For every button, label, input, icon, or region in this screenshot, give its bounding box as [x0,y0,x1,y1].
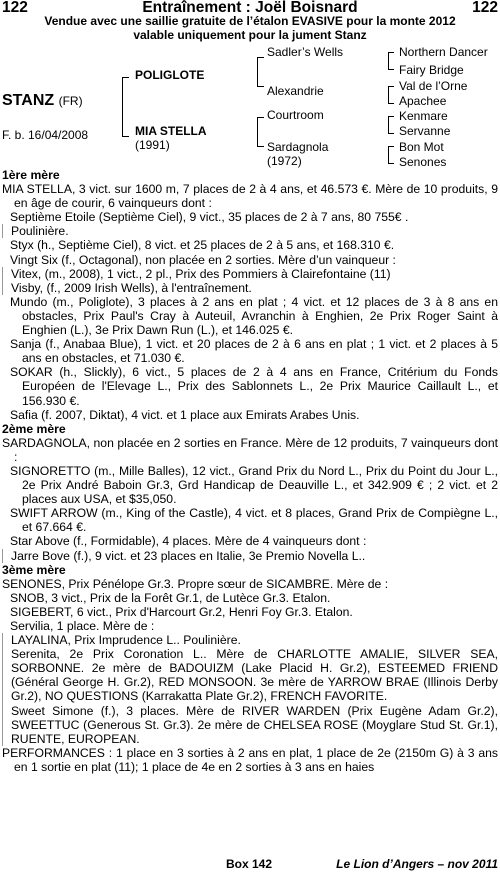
trainer-title: Entraînement : Joël Boisnard [142,0,358,16]
section-third-dam: 3ème mère [2,562,66,577]
great-grandsire-1: Northern Dancer [399,45,488,59]
grandsire-1: Sadler’s Wells [267,45,344,59]
section-first-dam: 1ère mère [2,168,60,182]
produce-star-above: Star Above (f., Formidable), 4 places. Mère de 4 vainqueurs dont : [10,534,367,549]
produce-safia: Safia (f. 2007, Diktat), 4 vict. et 1 place aux Emirats Arabes Unis. [10,407,360,422]
sale-condition-line-2: valable uniquement pour la jument Stanz [133,27,367,42]
produce-serenita: Serenita, 2e Prix Coronation L.. Mère de CHARLOTTE AMALIE, SILVER SEA, SORBONNE. 2e mère de BADOUIZM (Lake Placid H. Gr.2), ESTEEMED FRIEND (Général George H. Gr.2), RED MONSOON. 3e mère de YARROW BRAE (Illinois Derby Gr.2), NO QUESTIONS (Karrakatta Plate Gr.2), FRENCH FAVORITE. [2,647,498,703]
sire: POLIGLOTE [135,68,205,82]
produce-septieme-etoile-note: Poulinière. [2,224,498,238]
horse-birth: F. b. 16/04/2008 [2,128,89,142]
produce-servilia: Servilia, 1 place. Mère de : [10,619,155,633]
dam: MIA STELLA [135,124,207,138]
horse-name: STANZ [2,92,55,109]
bracket-dam [257,117,264,147]
sale-condition-line-1: Vendue avec une saillie gratuite de l’étalon EVASIVE pour la monte 2012 [44,14,456,28]
great-granddam-1: Fairy Bridge [399,63,464,77]
produce-layalina: LAYALINA, Prix Imprudence L.. Poulinière. [2,633,498,647]
dam-year: (1991) [135,138,170,152]
lot-number-right: 122 [472,0,498,16]
bracket-parents [122,77,129,137]
horse-name-line [2,92,83,110]
performances: PERFORMANCES : 1 place en 3 sorties à 2 ans en plat, 1 place de 2e (2150m G) à 3 ans en 1 sortie en plat (11); 1 place de 4e en 2 sorties à 3 ans en haies [2,745,498,774]
produce-septieme-etoile: Septième Etoile (Septième Ciel), 9 vict., 35 places de 2 à 7 ans, 80 755€ . [10,210,409,225]
produce-mundo: Mundo (m., Poliglote), 3 places à 2 ans en plat ; 4 vict. et 12 places de 3 à 8 ans en obstacles, Prix Paul's Cray à Auteuil, Avranchin à Enghien, 2e Prix Roger Saint à Enghien (L.), 3e Prix Dawn Run (L.), et 146.025 €. [10,294,498,338]
great-granddam-2: Apachee [399,94,447,108]
granddam-2-year: (1972) [267,154,302,168]
section-second-dam: 2ème mère [2,421,66,436]
second-dam-summary: SARDAGNOLA, non placée en 2 sorties en France. Mère de 12 produits, 7 vainqueurs dont : [2,435,498,464]
first-dam-summary: MIA STELLA, 3 vict. sur 1600 m, 7 places de 2 à 4 ans, et 46.573 €. Mère de 10 produits, 9 en âge de courir, 6 vainqueurs dont : [2,182,498,211]
great-granddam-3: Servanne [399,124,451,138]
produce-visby: Visby, (f., 2009 Irish Wells), à l'entraînement. [2,281,498,295]
bracket-gg1 [388,52,394,70]
sale-name: Le Lion d’Angers – nov 2011 [336,857,498,871]
horse-country: (FR) [58,94,83,108]
page-footer [0,857,498,873]
produce-styx: Styx (h., Septième Ciel), 8 vict. et 25 places de 2 à 5 ans, et 168.310 €. [10,238,395,253]
grandsire-2: Courtroom [267,108,324,122]
bracket-gg3 [388,116,394,134]
box-number: Box 142 [225,857,273,871]
produce-sokar: SOKAR (h., Slickly), 6 vict., 5 places de 2 à 4 ans en France, Critérium du Fonds Européen de l'Elevage L., Prix des Sablonnets L., 2e Prix Maurice Caillault L., et 156.930 €. [10,365,498,408]
great-grandsire-4: Bon Mot [399,140,444,154]
produce-sigebert: SIGEBERT, 6 vict., Prix d'Harcourt Gr.2, Henri Foy Gr.3. Etalon. [10,604,353,619]
great-grandsire-3: Kenmare [399,109,448,123]
produce-snob: SNOB, 3 vict., Prix de la Forêt Gr.1, de Lutèce Gr.3. Etalon. [10,590,331,605]
third-dam-summary: SENONES, Prix Pénélope Gr.3. Propre sœur de SICAMBRE. Mère de : [2,576,389,591]
granddam-1: Alexandrie [267,84,324,98]
produce-vitex: Vitex, (m., 2008), 1 vict., 2 pl., Prix des Pommiers à Clairefontaine (11) [2,267,498,281]
bracket-gg2 [388,86,394,104]
pedigree-table [0,0,500,169]
granddam-2: Sardagnola [267,140,329,154]
great-grandsire-2: Val de l’Orne [399,79,468,93]
produce-vingt-six: Vingt Six (f., Octagonal), non placée en 2 sorties. Mère d’un vainqueur : [10,252,396,267]
produce-signoretto: SIGNORETTO (m., Mille Balles), 12 vict., Grand Prix du Nord L., Prix du Point du Jour L., 2e Prix André Baboin Gr.3, Grd Handicap de Deauville L., et 342.909 € ; 2 vict. et 2 places aux USA, et $35,050. [10,463,498,507]
lot-number: 122 [2,0,28,16]
bracket-gg4 [388,146,394,164]
produce-swift-arrow: SWIFT ARROW (m., King of the Castle), 4 vict. et 8 places, Grand Prix de Compiègne L., et 67.664 €. [10,506,498,535]
great-granddam-4: Senones [399,155,447,169]
catalogue-body [2,168,498,774]
produce-sanja: Sanja (f., Anabaa Blue), 1 vict. et 20 places de 2 à 6 ans en plat ; 1 vict. et 2 places à 5 ans en obstacles, et 71.030 €. [10,337,498,366]
bracket-sire [257,57,264,87]
produce-jarre-bove: Jarre Bove (f.), 9 vict. et 23 places en Italie, 3e Premio Novella L.. [2,549,498,563]
produce-sweet-simone: Sweet Simone (f.), 3 places. Mère de RIVER WARDEN (Prix Eugène Adam Gr.2), SWEETTUC (Generous St. Gr.3). 2e mère de CHELSEA ROSE (Moyglare Stud St. Gr.1), RUENTE, EUROPEAN. [2,704,498,746]
